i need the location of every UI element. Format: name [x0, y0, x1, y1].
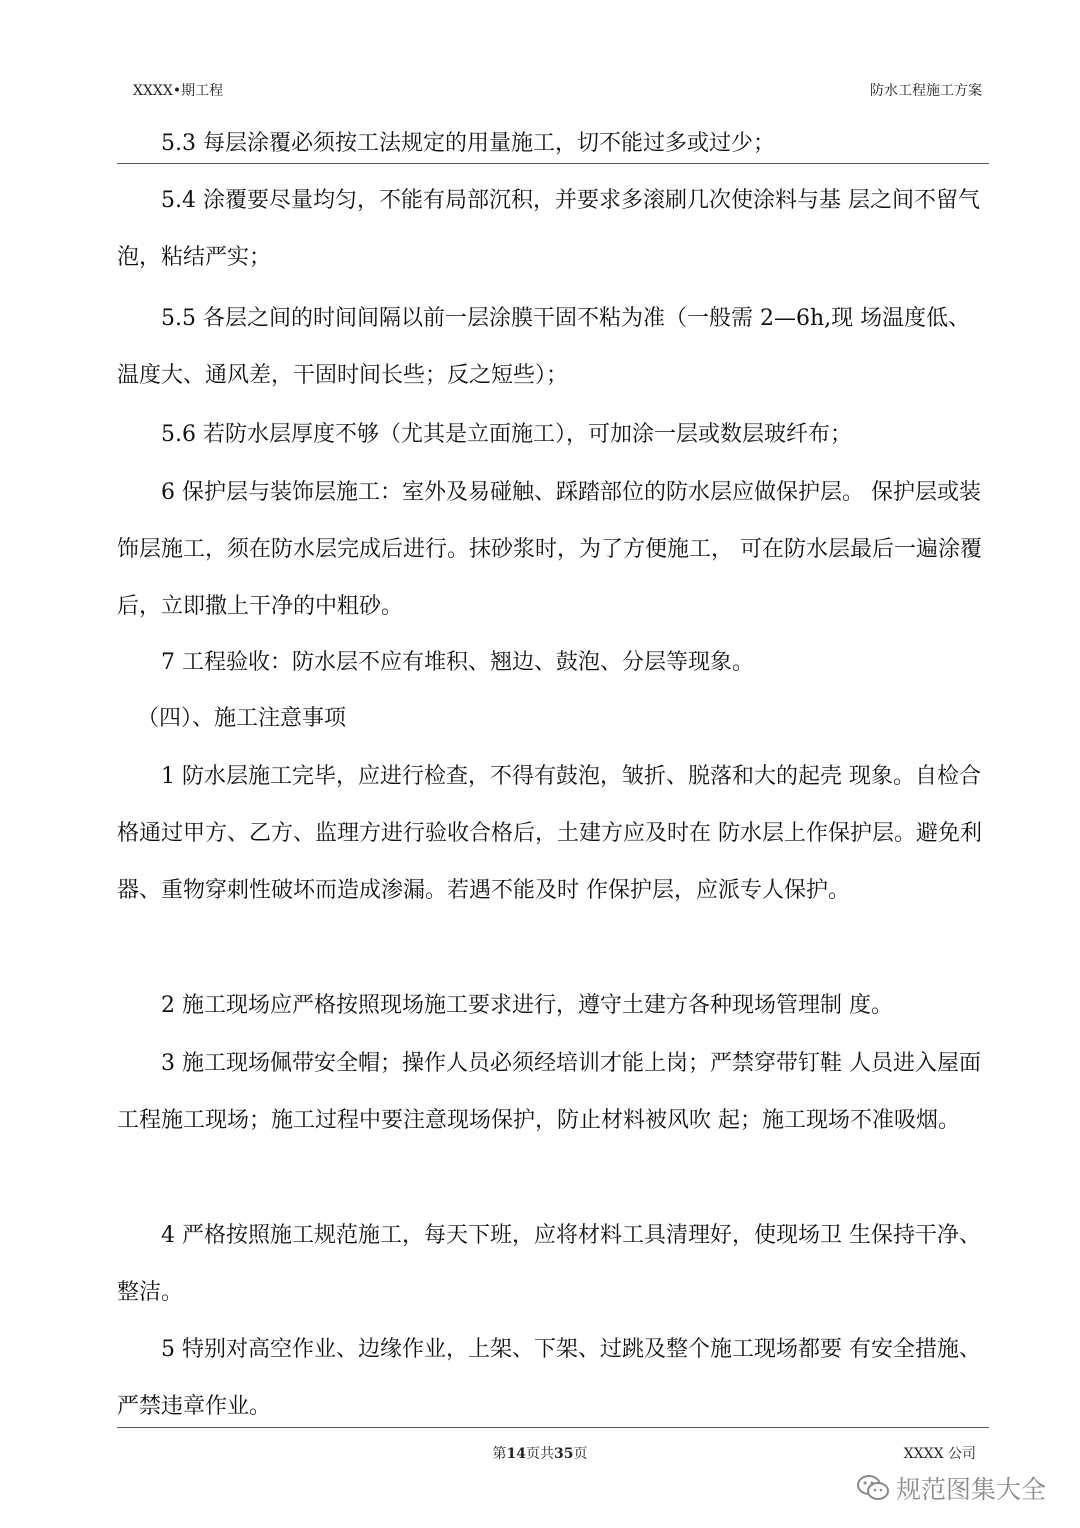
- notice-item-2: 2 施工现场应严格按照现场施工要求进行，遵守土建方各种现场管理制 度。: [161, 993, 893, 1018]
- paragraph-5-5: 5.5 各层之间的时间间隔以前一层涂膜干固不粘为准（一般需 2—6h,现 场温度低、温度大、通风差，干固时间长些；反之短些）；: [117, 306, 971, 388]
- footer-divider: [117, 1427, 989, 1428]
- page-suffix: 页: [573, 1446, 588, 1462]
- page-middle: 页共: [526, 1446, 554, 1462]
- watermark: [856, 1471, 1046, 1505]
- header-project-name: XXXX•期工程: [133, 83, 224, 99]
- notice-item-1: 1 防水层施工完毕，应进行检查，不得有鼓泡，皱折、脱落和大的起壳 现象。自检合格通过甲方、乙方、监理方进行验收合格后，土建方应及时在 防水层上作保护层。避免利器、重物穿刺性破坏而造成渗漏。若遇不能及时 作保护层，应派专人保护。: [117, 764, 982, 903]
- page-prefix: 第: [492, 1446, 507, 1462]
- page-current: 14: [506, 1446, 526, 1462]
- paragraph-6: 6 保护层与装饰层施工：室外及易碰触、踩踏部位的防水层应做保护层。 保护层或装饰层施工，须在防水层完成后进行。抹砂浆时，为了方便施工， 可在防水层最后一遍涂覆后，立即撒上干净的中粗砂。: [117, 480, 982, 619]
- paragraph-7: 7 工程验收：防水层不应有堆积、翘边、鼓泡、分层等现象。: [161, 650, 754, 675]
- notice-item-5: 5 特别对高空作业、边缘作业，上架、下架、过跳及整个施工现场都要 有安全措施、严禁违章作业。: [117, 1337, 981, 1419]
- header-document-title: 防水工程施工方案: [870, 83, 982, 99]
- watermark-text: 规范图集大全: [895, 1475, 1046, 1504]
- footer-company: XXXX 公司: [903, 1446, 976, 1462]
- wechat-icon: [856, 1473, 890, 1503]
- section-heading-4: （四）、施工注意事项: [137, 706, 347, 731]
- paragraph-5-6: 5.6 若防水层厚度不够（尤其是立面施工），可加涂一层或数层玻纤布；: [161, 422, 852, 447]
- page-total: 35: [554, 1446, 574, 1462]
- paragraph-5-4: 5.4 涂覆要尽量均匀，不能有局部沉积，并要求多滚刷几次使涂料与基 层之间不留气泡，粘结严实；: [117, 188, 980, 270]
- notice-item-4: 4 严格按照施工规范施工，每天下班，应将材料工具清理好，使现场卫 生保持干净、整洁。: [117, 1223, 981, 1305]
- paragraph-5-3: 5.3 每层涂覆必须按工法规定的用量施工，切不能过多或过少；: [161, 131, 775, 156]
- notice-item-3: 3 施工现场佩带安全帽；操作人员必须经培训才能上岗；严禁穿带钉鞋 人员进入屋面工程施工现场；施工过程中要注意现场保护，防止材料被风吹 起；施工现场不准吸烟。: [117, 1051, 981, 1133]
